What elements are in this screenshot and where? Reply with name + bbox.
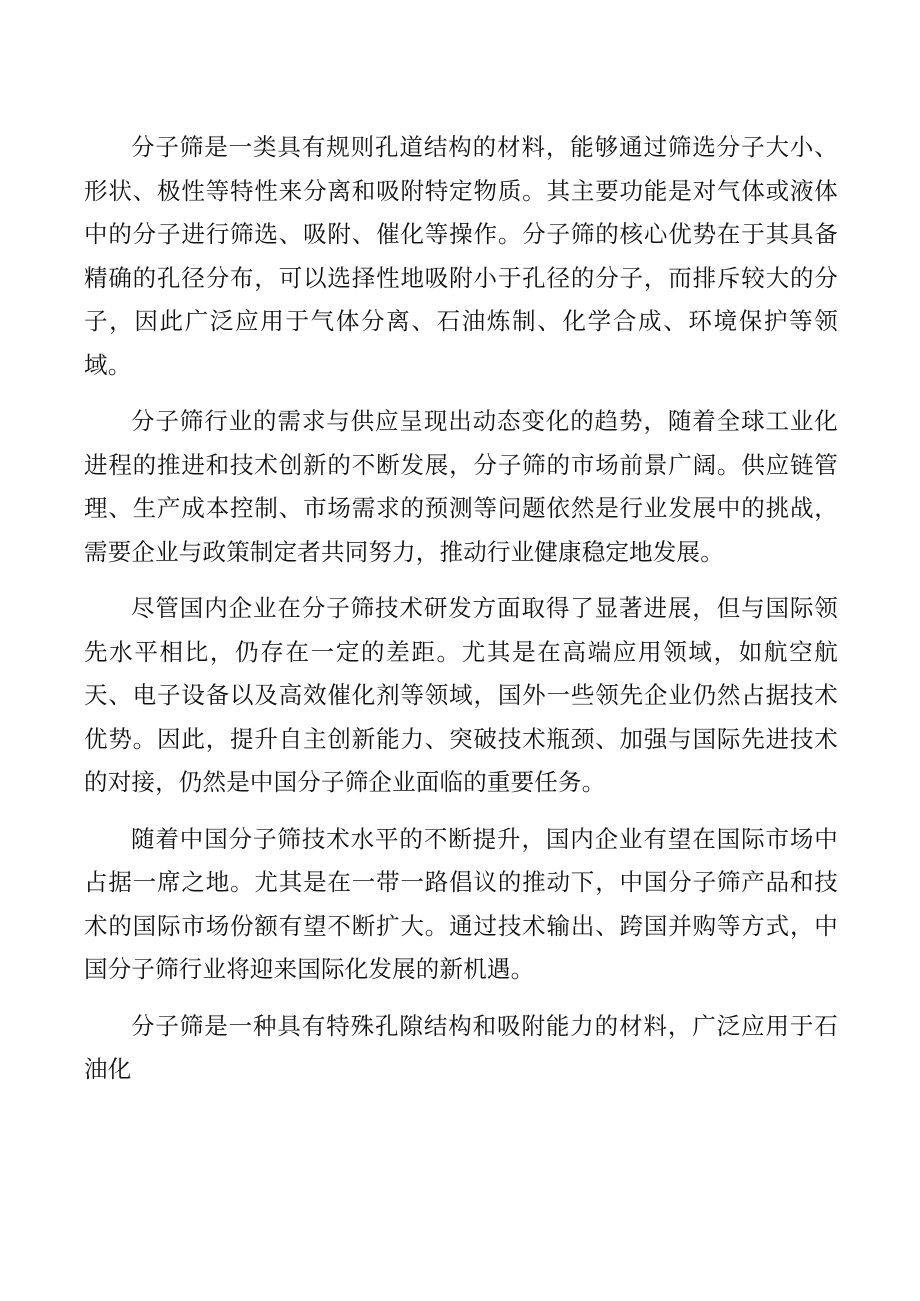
paragraph-2: 分子筛行业的需求与供应呈现出动态变化的趋势，随着全球工业化进程的推进和技术创新的不断发展，分子筛的市场前景广阔。供应链管理、生产成本控制、市场需求的预测等问题依然是行业发展中的挑战，需要企业与政策制定者共同努力，推动行业健康稳定地发展。 (84, 407, 838, 566)
paragraph-4: 随着中国分子筛技术水平的不断提升，国内企业有望在国际市场中占据一席之地。尤其是在一带一路倡议的推动下，中国分子筛产品和技术的国际市场份额有望不断扩大。通过技术输出、跨国并购等方式，中国分子筛行业将迎来国际化发展的新机遇。 (84, 824, 838, 983)
document-body (84, 126, 838, 1105)
paragraph-5: 分子筛是一种具有特殊孔隙结构和吸附能力的材料，广泛应用于石油化 (84, 1011, 838, 1083)
paragraph-3: 尽管国内企业在分子筛技术研发方面取得了显著进展，但与国际领先水平相比，仍存在一定的差距。尤其是在高端应用领域，如航空航天、电子设备以及高效催化剂等领域，国外一些领先企业仍然占据技术优势。因此，提升自主创新能力、突破技术瓶颈、加强与国际先进技术的对接，仍然是中国分子筛企业面临的重要任务。 (84, 594, 838, 796)
paragraph-1: 分子筛是一类具有规则孔道结构的材料，能够通过筛选分子大小、形状、极性等特性来分离和吸附特定物质。其主要功能是对气体或液体中的分子进行筛选、吸附、催化等操作。分子筛的核心优势在于其具备精确的孔径分布，可以选择性地吸附小于孔径的分子，而排斥较大的分子，因此广泛应用于气体分离、石油炼制、化学合成、环境保护等领域。 (84, 133, 838, 379)
